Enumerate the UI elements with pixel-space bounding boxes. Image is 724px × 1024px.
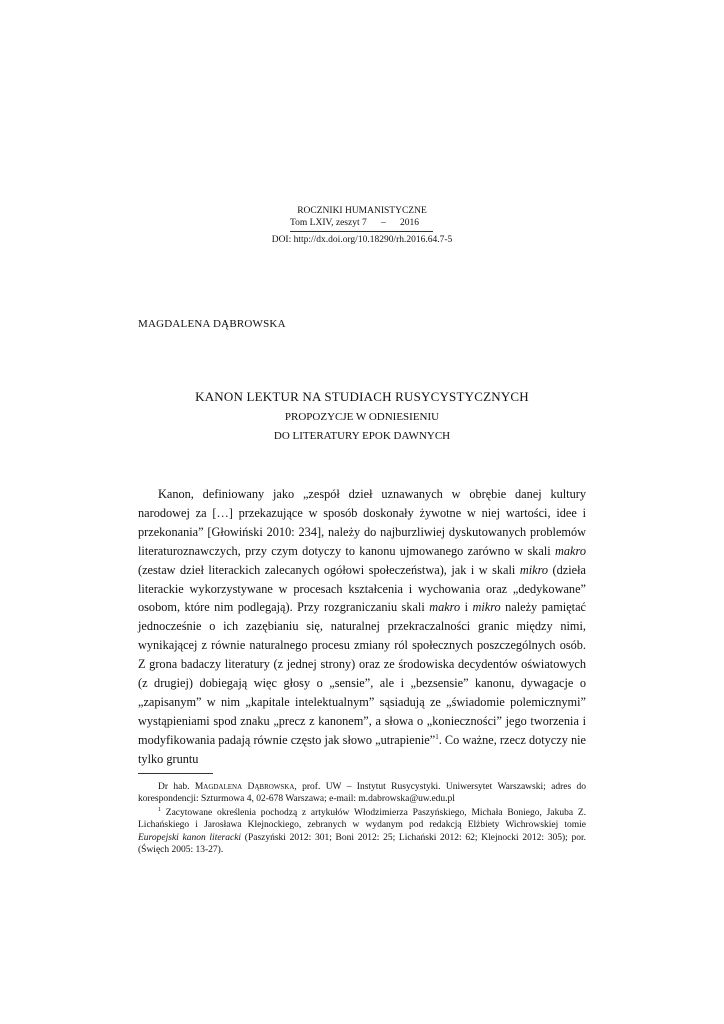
- footnote-text-run: Dr hab.: [158, 782, 195, 792]
- footnote-author-name: Magdalena Dąbrowska: [194, 782, 295, 792]
- body-emphasis: makro: [555, 543, 586, 558]
- body-emphasis: mikro: [472, 600, 501, 615]
- journal-year: 2016: [399, 218, 419, 228]
- footnote-reference[interactable]: 1: [435, 732, 439, 741]
- article-subtitle-line-2: DO LITERATURY EPOK DAWNYCH: [273, 430, 451, 442]
- footnote-number: 1: [158, 806, 161, 813]
- article-subtitle-line-1: PROPOZYCJE W ODNIESIENIU: [284, 411, 440, 423]
- body-emphasis: mikro: [519, 562, 549, 577]
- footnote-emphasis: Europejski kanon literacki: [138, 832, 242, 843]
- body-text-run: i: [460, 600, 473, 615]
- body-emphasis: makro: [429, 600, 461, 615]
- body-text-run: (dzieła literackie wykorzystywane w procesach kształcenia i wychowania oraz „dedykowane” osobom, które nim podlegają). Przy rozgraniczaniu skali: [138, 562, 586, 615]
- footnote-text-run: (Paszyński 2012: 301; Boni 2012: 25; Lichański 2012: 62; Klejnocki 2012: 305); por. (Święch 2005: 13-27).: [138, 832, 586, 856]
- body-text-run: (zestaw dzieł literackich zalecanych ogółowi społeczeństwa), jak i w skali: [138, 562, 520, 577]
- body-paragraph: [138, 485, 586, 769]
- journal-dash: –: [380, 218, 386, 228]
- author-name: MAGDALENA DĄBROWSKA: [138, 318, 286, 330]
- journal-rule: [290, 231, 433, 232]
- article-title: KANON LEKTUR NA STUDIACH RUSYCYSTYCZNYCH: [195, 389, 529, 404]
- footnote-text-run: Zacytowane określenia pochodzą z artykułów Włodzimierza Paszyńskiego, Michała Boniego, Jakuba Z. Lichańskiego i Jarosława Klejnockiego, zebranych w wydanym pod redakcją Elżbiety Wichrowskiej tomie: [138, 808, 586, 831]
- journal-doi: DOI: http://dx.doi.org/10.18290/rh.2016.64.7-5: [271, 235, 453, 245]
- footnote-author: [138, 781, 586, 806]
- footnote-separator: [138, 773, 213, 774]
- body-text-run: . Co ważne, rzecz dotyczy nie tylko gruntu: [138, 732, 586, 766]
- journal-name: ROCZNIKI HUMANISTYCZNE: [297, 206, 427, 216]
- footnote-text-run: , prof. UW – Instytut Rusycystyki. Uniwersytet Warszawski; adres do korespondencji: Szturmowa 4, 02-678 Warszawa; e-mail: m.dabrowska@uw.edu.pl: [138, 782, 586, 805]
- footnote-1: [138, 807, 586, 857]
- journal-volume-line: [290, 218, 419, 228]
- body-text-run: Kanon, definiowany jako „zespół dzieł uznawanych w obrębie danej kultury narodowej za […] przekazujące w sposób doskonały żywotne w niej wartości, idee i przekonania” [Głowiński 2010: 234], należy do najburzliwiej dyskutowanych problemów literaturoznawczych, przy czym dotyczy to kanonu ujmowanego zarówno w skali: [138, 487, 586, 558]
- journal-volume: Tom LXIV, zeszyt 7: [290, 218, 367, 228]
- body-text-run: należy pamiętać jednocześnie o ich zazębianiu się, naturalnej przekraczalności granic między nimi, wynikającej z równie naturalnego procesu zmiany ról społecznych poszczególnych osób. Z grona badaczy literatury (z jednej strony) oraz ze środowiska decydentów oświatowych (z drugiej) dobiegają więc głosy o „sensie”, ale i „bezsensie” kanonu, dywagacje o „zapisanym” w nim „kapitale intelektualnym” sąsiadują ze „świadomie polemicznymi” wystąpieniami spod znaku „precz z kanonem”, a słowa o „konieczności” jego tworzenia i modyfikowania padają równie często jak słowo „utrapienie”: [138, 600, 586, 747]
